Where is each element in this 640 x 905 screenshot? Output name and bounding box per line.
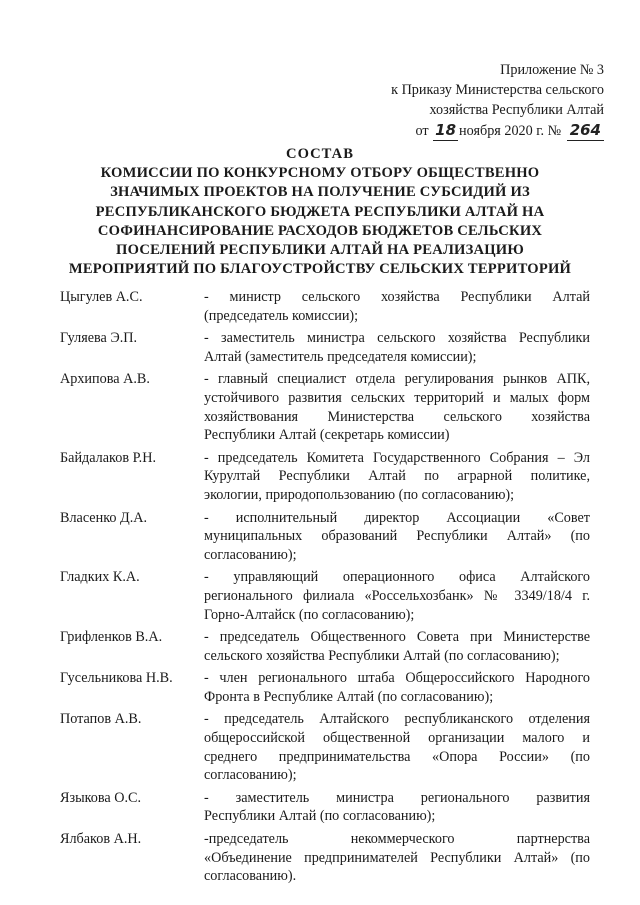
appendix-order-ref: к Приказу Министерства сельского bbox=[391, 82, 604, 98]
member-role-line: -председатель некоммерческого партнерства bbox=[204, 831, 590, 848]
member-role-line: - главный специалист отдела регулирования рынков АПК, bbox=[204, 371, 590, 388]
member-role-line: «Объединение предпринимателей Республики Алтай» (по bbox=[204, 849, 590, 866]
member-role-line: среднего предпринимательства «Опора России» (по bbox=[204, 748, 590, 765]
appendix-number: Приложение № 3 bbox=[500, 62, 604, 78]
member-role-line: Алтай (заместитель председателя комиссии); bbox=[204, 348, 477, 365]
member-name: Байдалаков Р.Н. bbox=[60, 449, 157, 466]
member-name: Потапов А.В. bbox=[60, 711, 142, 728]
member-row bbox=[60, 830, 590, 886]
member-role-line: сельского хозяйства Республики Алтай (по согласованию); bbox=[204, 647, 560, 664]
member-role-line: согласованию). bbox=[204, 868, 297, 885]
member-role-line: - председатель Алтайского республиканского отделения bbox=[204, 711, 590, 728]
handwritten-day: 18 bbox=[435, 121, 457, 139]
member-role bbox=[204, 669, 590, 706]
member-role-line: Республики Алтай (секретарь комиссии) bbox=[204, 427, 450, 444]
member-name: Власенко Д.А. bbox=[60, 509, 148, 526]
member-role-line: - заместитель министра регионального развития bbox=[204, 789, 590, 806]
title-line: РЕСПУБЛИКАНСКОГО БЮДЖЕТА РЕСПУБЛИКИ АЛТАЙ НА bbox=[95, 203, 545, 220]
member-name: Архипова А.В. bbox=[60, 371, 150, 388]
member-role-line: муниципальных образований Республики Алтай» (по bbox=[204, 528, 590, 545]
title-line: КОМИССИИ ПО КОНКУРСНОМУ ОТБОРУ ОБЩЕСТВЕННО bbox=[100, 165, 540, 182]
member-row bbox=[60, 329, 590, 366]
member-name: Гладких К.А. bbox=[60, 569, 140, 586]
member-role-line: - министр сельского хозяйства Республики Алтай bbox=[204, 289, 590, 305]
member-role-line: - заместитель министра сельского хозяйства Республики bbox=[204, 330, 590, 347]
member-role-line: хозяйствования Министерства сельского хозяйства bbox=[204, 408, 590, 425]
member-role-line: устойчивого развития сельских территорий и малых форм bbox=[204, 389, 590, 406]
member-role-line: общероссийской общественной организации малого и bbox=[204, 730, 590, 747]
handwritten-order-number: 264 bbox=[567, 120, 604, 141]
title-line: ПОСЕЛЕНИЙ РЕСПУБЛИКИ АЛТАЙ НА РЕАЛИЗАЦИЮ bbox=[116, 242, 524, 259]
member-role-line: согласованию); bbox=[204, 767, 297, 784]
member-row bbox=[60, 710, 590, 784]
title-heading: СОСТАВ bbox=[286, 146, 354, 162]
member-role bbox=[204, 370, 590, 444]
member-role-line: Курултай Республики Алтай по аграрной политике, bbox=[204, 468, 590, 485]
member-row bbox=[60, 509, 590, 565]
member-row bbox=[60, 449, 590, 505]
title-line: СОФИНАНСИРОВАНИЕ РАСХОДОВ БЮДЖЕТОВ СЕЛЬСКИХ bbox=[97, 222, 543, 239]
title-line: МЕРОПРИЯТИЙ ПО БЛАГОУСТРОЙСТВУ СЕЛЬСКИХ ТЕРРИТОРИЙ bbox=[68, 261, 572, 278]
date-prefix: от bbox=[415, 123, 429, 139]
member-role bbox=[204, 830, 590, 886]
member-role bbox=[204, 628, 590, 665]
member-row bbox=[60, 669, 590, 706]
appendix-ministry: хозяйства Республики Алтай bbox=[429, 102, 604, 118]
member-role-line: Фронта в Республике Алтай (по согласованию); bbox=[204, 688, 494, 705]
member-name: Цыгулев А.С. bbox=[60, 289, 143, 305]
member-role-line: - член регионального штаба Общероссийского Народного bbox=[204, 670, 590, 687]
commission-member-list bbox=[60, 288, 590, 890]
member-row bbox=[60, 628, 590, 665]
appendix-date-line bbox=[304, 120, 604, 141]
member-name: Языкова О.С. bbox=[60, 789, 142, 806]
member-role bbox=[204, 789, 590, 826]
member-row bbox=[60, 789, 590, 826]
member-role bbox=[204, 710, 590, 784]
member-name: Гусельникова Н.В. bbox=[60, 670, 173, 687]
member-role bbox=[204, 509, 590, 565]
member-role-line: Республики Алтай (по согласованию); bbox=[204, 808, 436, 825]
appendix-header bbox=[304, 60, 604, 141]
member-role-line: регионального филиала «Россельхозбанк» № 3349/18/4 г. bbox=[204, 587, 590, 604]
member-role-line: - председатель Общественного Совета при Министерстве bbox=[204, 629, 590, 646]
member-role-line: согласованию); bbox=[204, 546, 297, 563]
document-title bbox=[46, 145, 594, 279]
member-role bbox=[204, 329, 590, 366]
member-role-line: Горно-Алтайск (по согласованию); bbox=[204, 606, 415, 623]
title-line: ЗНАЧИМЫХ ПРОЕКТОВ НА ПОЛУЧЕНИЕ СУБСИДИЙ ИЗ bbox=[110, 184, 530, 201]
member-row bbox=[60, 288, 590, 325]
member-name: Грифленков В.А. bbox=[60, 629, 163, 646]
date-rest: ноября 2020 г. № bbox=[459, 123, 562, 139]
member-name: Гуляева Э.П. bbox=[60, 330, 138, 347]
member-role bbox=[204, 568, 590, 624]
member-role-line: - управляющий операционного офиса Алтайского bbox=[204, 569, 590, 586]
member-role-line: - исполнительный директор Ассоциации «Совет bbox=[204, 509, 590, 526]
member-row bbox=[60, 370, 590, 444]
member-row bbox=[60, 568, 590, 624]
member-role-line: экологии, природопользованию (по согласованию); bbox=[204, 486, 515, 503]
member-role bbox=[204, 288, 590, 325]
member-role-line: (председатель комиссии); bbox=[204, 307, 359, 324]
member-role-line: - председатель Комитета Государственного Собрания – Эл bbox=[204, 449, 590, 466]
member-role bbox=[204, 449, 590, 505]
member-name: Ялбаков А.Н. bbox=[60, 831, 142, 848]
